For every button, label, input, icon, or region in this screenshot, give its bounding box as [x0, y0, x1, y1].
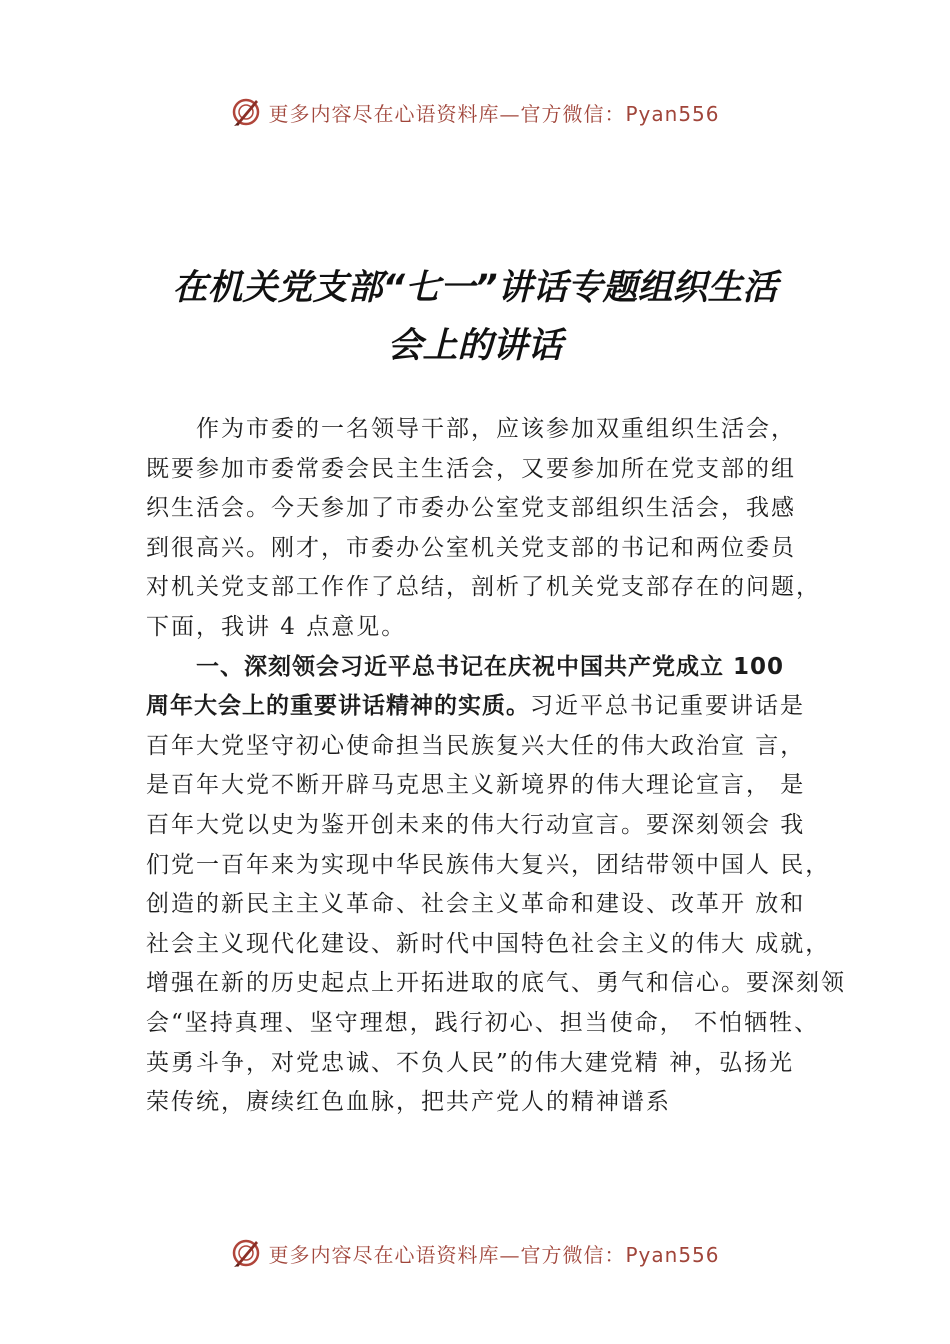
paragraph-line: 百年大党坚守初心使命担当民族复兴大任的伟大政治宣 言， [146, 732, 806, 759]
banner-label: 更多内容尽在心语资料库—官方微信： [268, 1242, 626, 1267]
section-heading: 一、深刻领会习近平总书记在庆祝中国共产党成立 100 [196, 653, 785, 680]
paragraph-line: 下面，我讲 4 点意见。 [146, 613, 407, 640]
wechat-account: Pyan556 [625, 1242, 720, 1267]
paragraph-line: 英勇斗争，对党忠诚、不负人民”的伟大建党精 神，弘扬光 [146, 1049, 795, 1076]
paragraph-line: 社会主义现代化建设、新时代中国特色社会主义的伟大 成就， [146, 930, 831, 957]
paragraph-line: 增强在新的历史起点上开拓进取的底气、勇气和信心。要深刻领 [146, 970, 846, 997]
document-body [146, 410, 846, 1123]
paragraph-line: 既要参加市委常委会民主生活会，又要参加所在党支部的组 [146, 455, 796, 482]
footer-banner [0, 1233, 950, 1273]
page-title-line-2: 会上的讲话 [387, 326, 563, 366]
banner-text [268, 1239, 719, 1268]
section-heading-continued [146, 687, 836, 727]
paragraph-line: 作为市委的一名领导干部，应该参加双重组织生活会， [196, 416, 796, 442]
paragraph-line: 荣传统，赓续红色血脉，把共产党人的精神谱系 [146, 1089, 671, 1116]
paragraph-line: 织生活会。今天参加了市委办公室党支部组织生活会，我感 [146, 495, 796, 522]
header-banner [0, 92, 950, 132]
pen-logo-icon [230, 1237, 262, 1269]
section-heading-bold: 周年大会上的重要讲话精神的实质。 [146, 693, 530, 720]
paragraph-line: 到很高兴。刚才，市委办公室机关党支部的书记和两位委员 [146, 534, 796, 561]
paragraph-line: 会“坚持真理、坚守理想，践行初心、担当使命， 不怕牺牲、 [146, 1009, 820, 1036]
paragraph-line: 是百年大党不断开辟马克思主义新境界的伟大理论宣言， 是 [146, 772, 806, 799]
pen-logo-icon [230, 96, 262, 128]
section-intro: 习近平总书记重要讲话是 [530, 693, 805, 720]
paragraph-line: 们党一百年来为实现中华民族伟大复兴，团结带领中国人 民， [146, 851, 831, 878]
banner-label: 更多内容尽在心语资料库—官方微信： [268, 101, 626, 126]
paragraph-line: 百年大党以史为鉴开创未来的伟大行动宣言。要深刻领会 我 [146, 811, 806, 838]
paragraph-line: 创造的新民主主义革命、社会主义革命和建设、改革开 放和 [146, 891, 806, 918]
page-title-line-1: 在机关党支部“七一”讲话专题组织生活 [172, 268, 778, 308]
paragraph-line: 对机关党支部工作作了总结，剖析了机关党支部存在的问题， [146, 574, 821, 601]
wechat-account: Pyan556 [625, 101, 720, 126]
banner-text [268, 98, 719, 127]
